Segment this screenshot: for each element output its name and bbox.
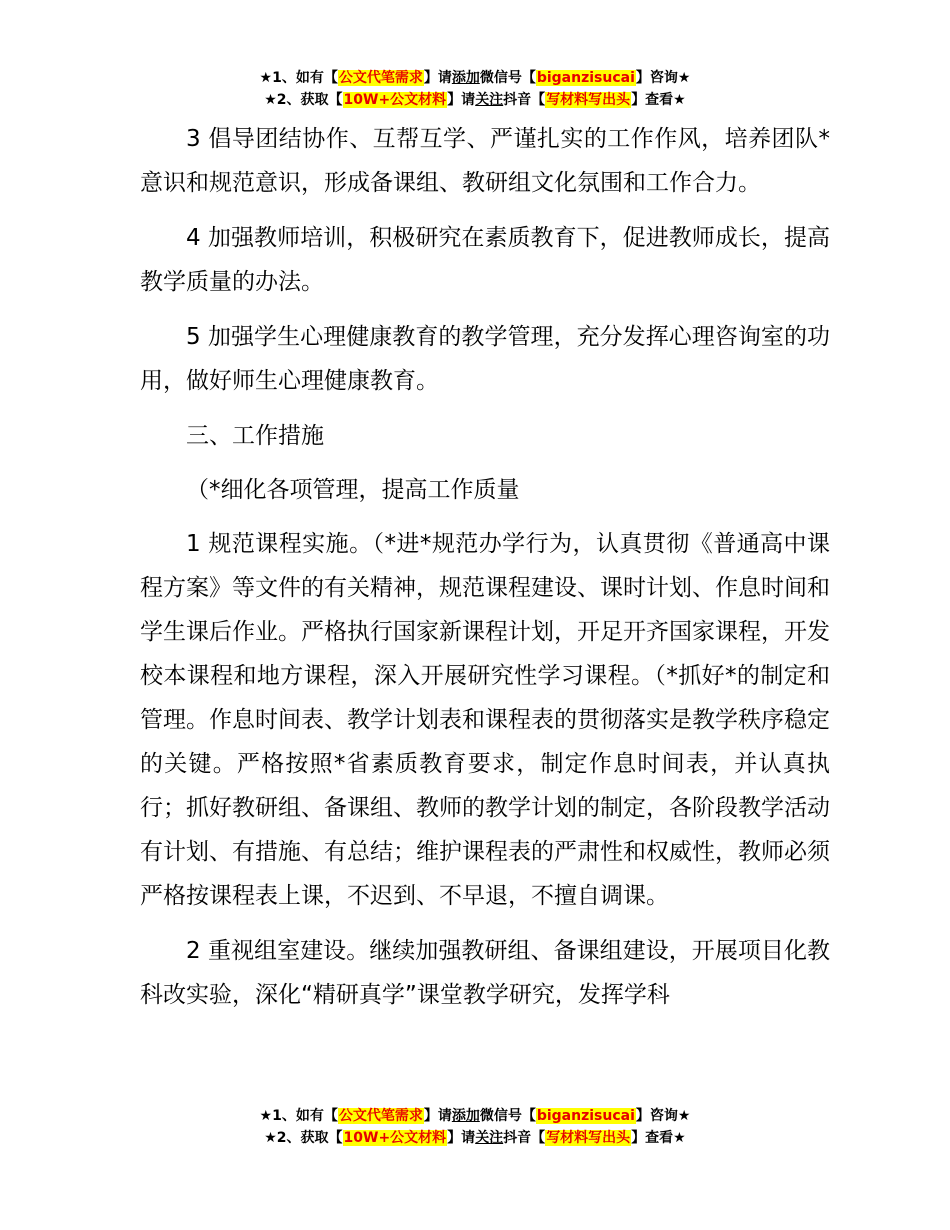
section-heading-work-measures: 三、工作措施 bbox=[186, 423, 324, 449]
highlight-wechat-id: biganzisucai bbox=[536, 70, 635, 86]
highlight-materials: 10W+公文材料 bbox=[343, 92, 447, 108]
document-body bbox=[140, 117, 830, 1028]
footer-banner bbox=[0, 1105, 950, 1149]
banner-line-1: ★1、如有【公文代笔需求】请添加微信号【biganzisucai】咨询★ bbox=[259, 1108, 691, 1124]
highlight-douyin-account: 写材料写出头 bbox=[546, 1130, 631, 1146]
subsection-heading: （*细化各项管理，提高工作质量 bbox=[186, 477, 520, 503]
highlight-materials: 10W+公文材料 bbox=[343, 1130, 447, 1146]
highlight-wechat-id: biganzisucai bbox=[536, 1108, 635, 1124]
paragraph-course-implementation: 1 规范课程实施。（*进*规范办学行为，认真贯彻《普通高中课程方案》等文件的有关精神，规范课程建设、课时计划、作息时间和学生课后作业。严格执行国家新课程计划，开足开齐国家课程，开发校本课程和地方课程，深入开展研究性学习课程。（*抓好*的制定和管理。作息时间表、教学计划表和课程表的贯彻落实是教学秩序稳定的关键。严格按照*省素质教育要求，制定作息时间表，并认真执行；抓好教研组、备课组、教师的教学计划的制定，各阶段教学活动有计划、有措施、有总结；维护课程表的严肃性和权威性，教师必须严格按课程表上课，不迟到、不早退，不擅自调课。 bbox=[140, 531, 831, 909]
banner-line-1: ★1、如有【公文代笔需求】请添加微信号【biganzisucai】咨询★ bbox=[259, 70, 691, 86]
banner-line-2: ★2、获取【10W+公文材料】请关注抖音【写材料写出头】查看★ bbox=[264, 92, 686, 108]
paragraph-4: 4 加强教师培训，积极研究在素质教育下，促进教师成长，提高教学质量的办法。 bbox=[140, 225, 830, 295]
highlight-writing-service: 公文代笔需求 bbox=[338, 70, 423, 86]
highlight-douyin-account: 写材料写出头 bbox=[546, 92, 631, 108]
header-banner bbox=[0, 67, 950, 111]
banner-line-2: ★2、获取【10W+公文材料】请关注抖音【写材料写出头】查看★ bbox=[264, 1130, 686, 1146]
paragraph-5: 5 加强学生心理健康教育的教学管理，充分发挥心理咨询室的功用，做好师生心理健康教育。 bbox=[140, 324, 830, 394]
highlight-writing-service: 公文代笔需求 bbox=[338, 1108, 423, 1124]
paragraph-group-building: 2 重视组室建设。继续加强教研组、备课组建设，开展项目化教科改实验，深化“精研真学”课堂教学研究，发挥学科 bbox=[140, 938, 830, 1008]
paragraph-3: 3 倡导团结协作、互帮互学、严谨扎实的工作作风，培养团队*意识和规范意识，形成备课组、教研组文化氛围和工作合力。 bbox=[140, 126, 830, 196]
